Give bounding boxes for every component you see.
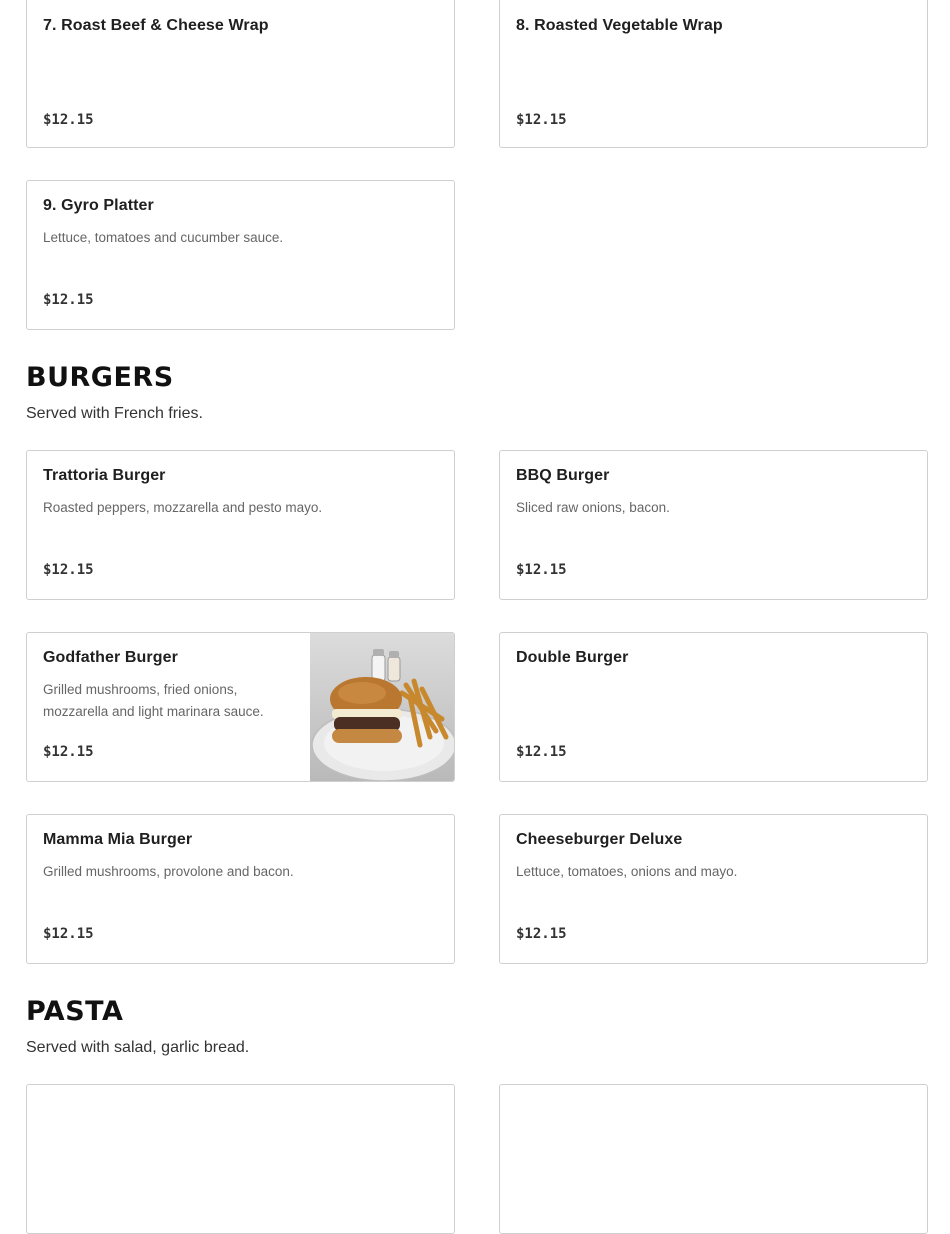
menu-item-price: $12.15 bbox=[43, 562, 94, 578]
section-title-burgers: BURGERS bbox=[26, 362, 174, 393]
menu-item-description: Roasted peppers, mozzarella and pesto mayo. bbox=[43, 500, 323, 515]
menu-item-card[interactable] bbox=[26, 632, 455, 782]
menu-item-description: Sliced raw onions, bacon. bbox=[516, 500, 670, 515]
menu-item-description: Lettuce, tomatoes, onions and mayo. bbox=[516, 864, 738, 879]
menu-item-card[interactable] bbox=[499, 450, 928, 600]
menu-item-name: Double Burger bbox=[516, 649, 629, 666]
menu-item-price: $12.15 bbox=[516, 112, 567, 128]
menu-item-name: Godfather Burger bbox=[43, 649, 178, 666]
menu-item-price: $12.15 bbox=[43, 292, 94, 308]
menu-item-card[interactable] bbox=[26, 180, 455, 330]
menu-item-card[interactable] bbox=[26, 450, 455, 600]
menu-item-card[interactable] bbox=[499, 1084, 928, 1234]
menu-item-card[interactable] bbox=[499, 0, 928, 148]
menu-item-price: $12.15 bbox=[43, 112, 94, 128]
menu-item-name: 8. Roasted Vegetable Wrap bbox=[516, 17, 723, 34]
menu-item-description: Grilled mushrooms, fried onions, mozzarella and light marinara sauce. bbox=[43, 682, 264, 719]
menu-item-card[interactable] bbox=[499, 632, 928, 782]
menu-item-description: Grilled mushrooms, provolone and bacon. bbox=[43, 864, 294, 879]
menu-item-name: Cheeseburger Deluxe bbox=[516, 831, 683, 848]
menu-item-card[interactable] bbox=[26, 814, 455, 964]
menu-item-name: 9. Gyro Platter bbox=[43, 197, 154, 214]
menu-item-card[interactable] bbox=[26, 1084, 455, 1234]
menu-item-name: BBQ Burger bbox=[516, 467, 610, 484]
menu-item-name: 7. Roast Beef & Cheese Wrap bbox=[43, 17, 269, 34]
menu-item-name: Trattoria Burger bbox=[43, 467, 166, 484]
menu-item-card[interactable] bbox=[26, 0, 455, 148]
menu-item-description: Lettuce, tomatoes and cucumber sauce. bbox=[43, 230, 284, 245]
menu-item-name: Mamma Mia Burger bbox=[43, 831, 193, 848]
section-subtitle-pasta: Served with salad, garlic bread. bbox=[26, 1039, 250, 1056]
menu-item-price: $12.15 bbox=[516, 562, 567, 578]
menu-item-price: $12.15 bbox=[516, 744, 567, 760]
menu-item-card[interactable] bbox=[499, 814, 928, 964]
menu-item-price: $12.15 bbox=[516, 926, 567, 942]
burger-with-fries-photo bbox=[310, 633, 454, 781]
section-subtitle-burgers: Served with French fries. bbox=[26, 405, 203, 422]
section-title-pasta: PASTA bbox=[26, 996, 124, 1027]
menu-item-price: $12.15 bbox=[43, 744, 94, 760]
menu-item-price: $12.15 bbox=[43, 926, 94, 942]
